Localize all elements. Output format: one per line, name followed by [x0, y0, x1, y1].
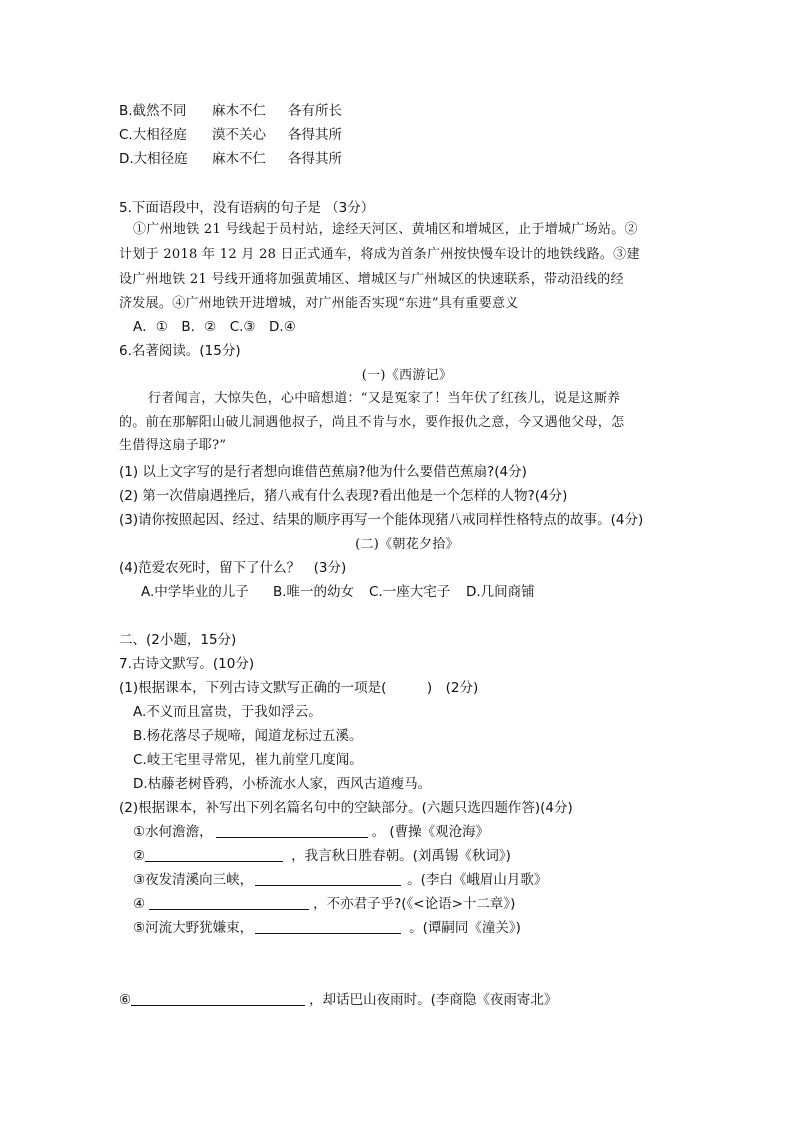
fill-blank-4-answer-line[interactable] — [149, 895, 309, 910]
fill-blank-1-prompt: ①水何澹澹， — [133, 824, 213, 840]
q4-option-b-word3: 各有所长 — [288, 103, 342, 119]
q4-option-d-label: D.大相径庭 — [119, 151, 188, 167]
q7-1-option-d: D.枯藤老树昏鸦，小桥流水人家，西风古道瘦马。 — [133, 776, 432, 792]
q4-option-c-word2: 漠不关心 — [212, 127, 266, 143]
q5-passage-line-2: 计划于 2018 年 12 月 28 日正式通车，将成为首条广州按快慢车设计的地铁线路。③建 — [119, 247, 640, 262]
fill-blank-5-prompt: ⑤河流大野犹嫌束， — [133, 920, 254, 936]
q4-option-d-word2: 麻木不仁 — [212, 151, 266, 167]
q7-1-option-b: B.杨花落尽子规啼，闻道龙标过五溪。 — [133, 728, 363, 744]
fill-blank-2-source: ，我言秋日胜春朝。(刘禹锡《秋词》) — [291, 848, 511, 864]
fill-blank-2-answer-line[interactable] — [145, 847, 283, 862]
fill-blank-6-answer-line[interactable] — [131, 991, 305, 1006]
fill-blank-5 — [133, 919, 521, 937]
q7-1-option-c: C.岐王宅里寻常见，崔九前堂几度闻。 — [133, 752, 363, 768]
q6-passage-line-1: 行者闻言，大惊失色，心中暗想道：“又是冤家了！当年伏了红孩儿，说是这厮养 — [148, 391, 621, 406]
q5-passage-line-4: 济发展。④广州地铁开进增城，对广州能否实现“东进”具有重要意义 — [119, 296, 519, 311]
fill-blank-3-prompt: ③夜发清溪向三峡， — [133, 872, 254, 888]
q6-question-2: (2) 第一次借扇遇挫后，猪八戒有什么表现?看出他是一个怎样的人物?(4分) — [119, 488, 568, 504]
q6-part2-title: (二)《朝花夕拾》 — [355, 537, 459, 552]
q4-option-c-word3: 各得其所 — [288, 127, 342, 143]
fill-blank-3-answer-line[interactable] — [255, 871, 401, 886]
fill-blank-6 — [119, 991, 557, 1009]
fill-blank-3 — [133, 871, 547, 889]
fill-blank-1-source: 。 (曹操《观沧海》 — [371, 824, 490, 840]
q6-question-1: (1) 以上文字写的是行者想向谁借芭蕉扇?他为什么要借芭蕉扇?(4分) — [119, 464, 527, 480]
q5-stem: 5.下面语段中，没有语病的句子是 （3分） — [119, 200, 375, 216]
q6-passage-line-2: 的。前在那解阳山破儿洞遇他叔子，尚且不肯与水，要作报仇之意，今又遇他父母，怎 — [119, 415, 625, 430]
fill-blank-4 — [133, 895, 515, 913]
q4-option-d-word3: 各得其所 — [288, 151, 342, 167]
q5-passage-line-3: 设广州地铁 21 号线开通将加强黄埔区、增城区与广州城区的快速联系，带动沿线的经 — [119, 272, 624, 287]
fill-blank-2 — [133, 847, 511, 865]
q6-passage-line-3: 生借得这扇子耶?” — [119, 438, 227, 453]
q5-options: A．① B．② C.③ D.④ — [133, 319, 296, 335]
fill-blank-1 — [133, 823, 489, 841]
q4-option-b — [119, 102, 342, 120]
q6-question-4-options — [141, 583, 535, 601]
q6-part1-title: (一)《西游记》 — [361, 368, 453, 383]
q6-stem: 6.名著阅读。(15分) — [119, 343, 241, 359]
q6-q4-option-c: C.一座大宅子 — [369, 584, 451, 600]
q6-q4-option-b: B.唯一的幼女 — [273, 584, 355, 600]
fill-blank-2-prompt: ② — [133, 848, 146, 864]
q6-q4-option-a: A.中学毕业的儿子 — [141, 584, 249, 600]
q7-part2-stem: (2)根据课本，补写出下列名篇名句中的空缺部分。(六题只选四题作答)(4分) — [119, 800, 573, 816]
q4-option-d — [119, 150, 342, 168]
q4-option-b-word2: 麻木不仁 — [212, 103, 266, 119]
fill-blank-3-source: 。(李白《峨眉山月歌》 — [407, 872, 548, 888]
q7-stem: 7.古诗文默写。(10分) — [119, 656, 255, 672]
fill-blank-5-answer-line[interactable] — [255, 919, 401, 934]
fill-blank-4-prompt: ④ — [133, 896, 146, 912]
fill-blank-5-source: 。(谭嗣同《潼关》) — [409, 920, 521, 936]
q5-passage-line-1: ①广州地铁 21 号线起于员村站，途经天河区、黄埔区和增城区，止于增城广场站。② — [133, 222, 638, 237]
fill-blank-6-source: ，却话巴山夜雨时。(李商隐《夜雨寄北》 — [309, 992, 558, 1008]
q7-1-option-a: A.不义而且富贵，于我如浮云。 — [133, 704, 322, 720]
q4-option-b-label: B.截然不同 — [119, 103, 187, 119]
section2-heading: 二、(2小题，15分) — [119, 632, 237, 648]
q6-question-3: (3)请你按照起因、经过、结果的顺序再写一个能体现猪八戒同样性格特点的故事。(4分) — [119, 512, 644, 528]
q4-option-c — [119, 126, 342, 144]
q7-part1-stem: (1)根据课本，下列古诗文默写正确的一项是( ) (2分) — [119, 680, 479, 696]
fill-blank-6-prompt: ⑥ — [119, 992, 132, 1008]
q4-option-c-label: C.大相径庭 — [119, 127, 187, 143]
fill-blank-1-answer-line[interactable] — [216, 823, 368, 838]
fill-blank-4-source: ，不亦君子乎?(《<论语>十二章》) — [313, 896, 516, 912]
q6-q4-option-d: D.几间商铺 — [466, 584, 535, 600]
q6-question-4: (4)范爱农死时，留下了什么？ (3分) — [119, 560, 347, 576]
